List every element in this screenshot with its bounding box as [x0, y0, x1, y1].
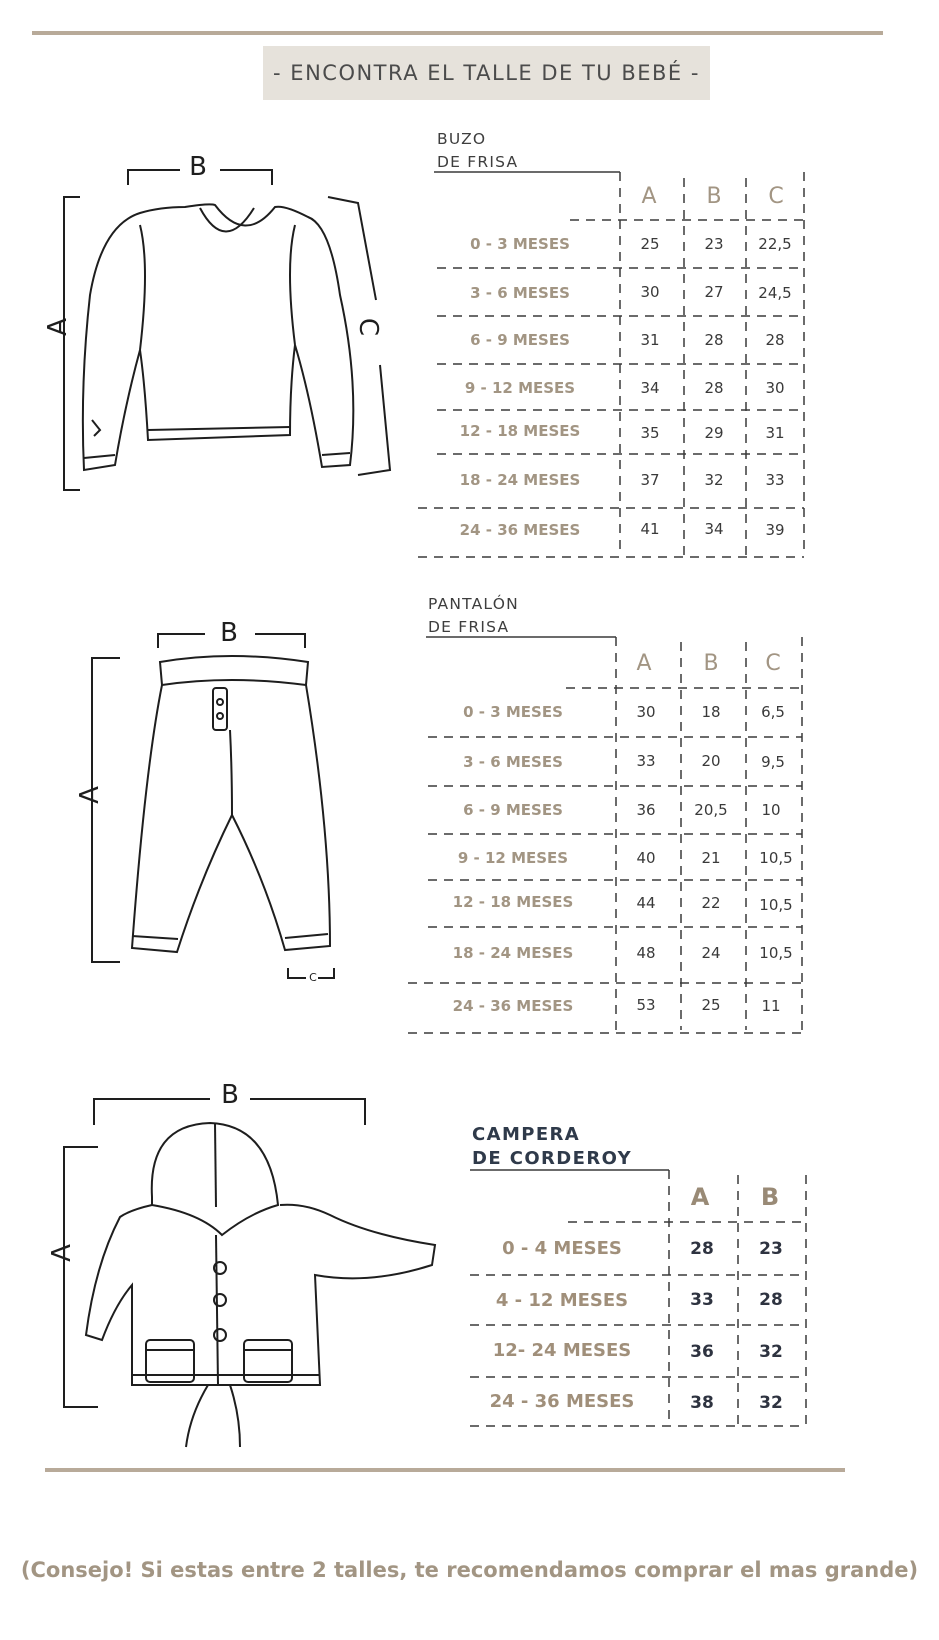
buzo-value-b: 32 [704, 471, 724, 489]
buzo-value-a: 35 [640, 424, 660, 442]
campera-value-a: 33 [690, 1290, 714, 1310]
pantalon-size-label: 6 - 9 MESES [463, 801, 563, 819]
buzo-value-b: 28 [704, 331, 724, 349]
pantalon-value-a: 36 [636, 801, 656, 819]
buzo-header-a: A [641, 184, 657, 209]
pantalon-value-a: 48 [636, 944, 656, 962]
campera-title-line1: CAMPERA [472, 1124, 581, 1145]
buzo-diagram-label-c: C [353, 317, 383, 337]
campera-value-a: 36 [690, 1342, 714, 1362]
pantalon-value-c: 10,5 [759, 849, 793, 867]
buzo-value-b: 29 [704, 424, 724, 442]
pantalon-value-b: 21 [701, 849, 721, 867]
buzo-value-a: 30 [640, 283, 660, 301]
campera-value-b: 32 [759, 1393, 783, 1413]
pantalon-value-a: 30 [636, 703, 656, 721]
pantalon-header-a: A [636, 651, 652, 676]
buzo-value-a: 34 [640, 379, 660, 397]
campera-diagram-label-b: B [221, 1080, 239, 1110]
pantalon-value-b: 20,5 [694, 801, 728, 819]
pantalon-size-label: 24 - 36 MESES [452, 997, 574, 1015]
pantalon-size-label: 12 - 18 MESES [452, 893, 574, 911]
campera-size-label: 24 - 36 MESES [489, 1391, 635, 1412]
buzo-size-label: 3 - 6 MESES [470, 284, 570, 302]
buzo-value-a: 37 [640, 471, 660, 489]
pantalon-value-b: 20 [701, 752, 721, 770]
pantalon-value-a: 44 [636, 894, 656, 912]
buzo-title-line1: BUZO [437, 130, 487, 148]
pantalon-title-line2: DE FRISA [428, 618, 510, 636]
buzo-value-c: 24,5 [758, 284, 792, 302]
pantalon-value-c: 11 [761, 997, 781, 1015]
campera-value-b: 23 [759, 1239, 783, 1259]
campera-header-a: A [690, 1183, 710, 1211]
pantalon-value-a: 53 [636, 996, 656, 1014]
buzo-value-a: 41 [640, 520, 660, 538]
pantalon-size-label: 3 - 6 MESES [463, 753, 563, 771]
pantalon-value-a: 40 [636, 849, 656, 867]
campera-value-b: 32 [759, 1342, 783, 1362]
pantalon-value-b: 22 [701, 894, 721, 912]
campera-title-line2: DE CORDEROY [472, 1148, 633, 1169]
campera-value-b: 28 [759, 1290, 783, 1310]
buzo-value-c: 22,5 [758, 235, 792, 253]
buzo-value-b: 34 [704, 520, 724, 538]
pantalon-diagram-label-b: B [220, 618, 238, 648]
buzo-value-c: 28 [765, 331, 785, 349]
footer-tip: (Consejo! Si estas entre 2 talles, te recomendamos comprar el mas grande) [20, 1558, 919, 1582]
pantalon-diagram-label-a: A [75, 786, 105, 804]
buzo-title-line2: DE FRISA [437, 153, 519, 171]
pantalon-header-c: C [765, 651, 781, 676]
buzo-value-c: 30 [765, 379, 785, 397]
buzo-diagram-label-a: A [43, 318, 73, 336]
campera-value-a: 38 [690, 1393, 714, 1413]
campera-size-label: 4 - 12 MESES [495, 1290, 629, 1311]
pantalon-diagram-label-c: C [309, 971, 317, 984]
pantalon-value-a: 33 [636, 752, 656, 770]
buzo-size-label: 12 - 18 MESES [459, 422, 581, 440]
pantalon-value-b: 25 [701, 996, 721, 1014]
buzo-value-c: 39 [765, 521, 785, 539]
campera-size-label: 12- 24 MESES [492, 1340, 632, 1361]
buzo-value-c: 33 [765, 471, 785, 489]
pantalon-value-b: 24 [701, 944, 721, 962]
buzo-value-a: 25 [640, 235, 660, 253]
buzo-diagram-label-b: B [189, 152, 207, 182]
buzo-value-b: 23 [704, 235, 724, 253]
buzo-size-label: 9 - 12 MESES [464, 379, 576, 397]
page-title: - ENCONTRA EL TALLE DE TU BEBÉ - [263, 46, 710, 100]
buzo-value-b: 27 [704, 283, 724, 301]
pantalon-header-b: B [703, 651, 719, 676]
pantalon-size-label: 9 - 12 MESES [457, 849, 569, 867]
pantalon-value-c: 10,5 [759, 896, 793, 914]
pantalon-value-c: 10,5 [759, 944, 793, 962]
campera-value-a: 28 [690, 1239, 714, 1259]
campera-size-label: 0 - 4 MESES [502, 1238, 622, 1259]
buzo-size-label: 0 - 3 MESES [470, 235, 570, 253]
pantalon-size-label: 0 - 3 MESES [463, 703, 563, 721]
buzo-size-label: 18 - 24 MESES [459, 471, 581, 489]
pantalon-size-label: 18 - 24 MESES [452, 944, 574, 962]
campera-diagram-label-a: A [47, 1244, 77, 1262]
buzo-header-c: C [768, 184, 784, 209]
buzo-size-label: 6 - 9 MESES [470, 331, 570, 349]
pantalon-value-c: 6,5 [761, 703, 785, 721]
buzo-value-c: 31 [765, 424, 785, 442]
pantalon-value-b: 18 [701, 703, 721, 721]
campera-header-b: B [760, 1183, 780, 1211]
buzo-size-label: 24 - 36 MESES [459, 521, 581, 539]
pantalon-value-c: 10 [761, 801, 781, 819]
buzo-value-a: 31 [640, 331, 660, 349]
pantalon-value-c: 9,5 [761, 753, 785, 771]
buzo-header-b: B [706, 184, 722, 209]
pantalon-title-line1: PANTALÓN [428, 595, 519, 613]
buzo-value-b: 28 [704, 379, 724, 397]
